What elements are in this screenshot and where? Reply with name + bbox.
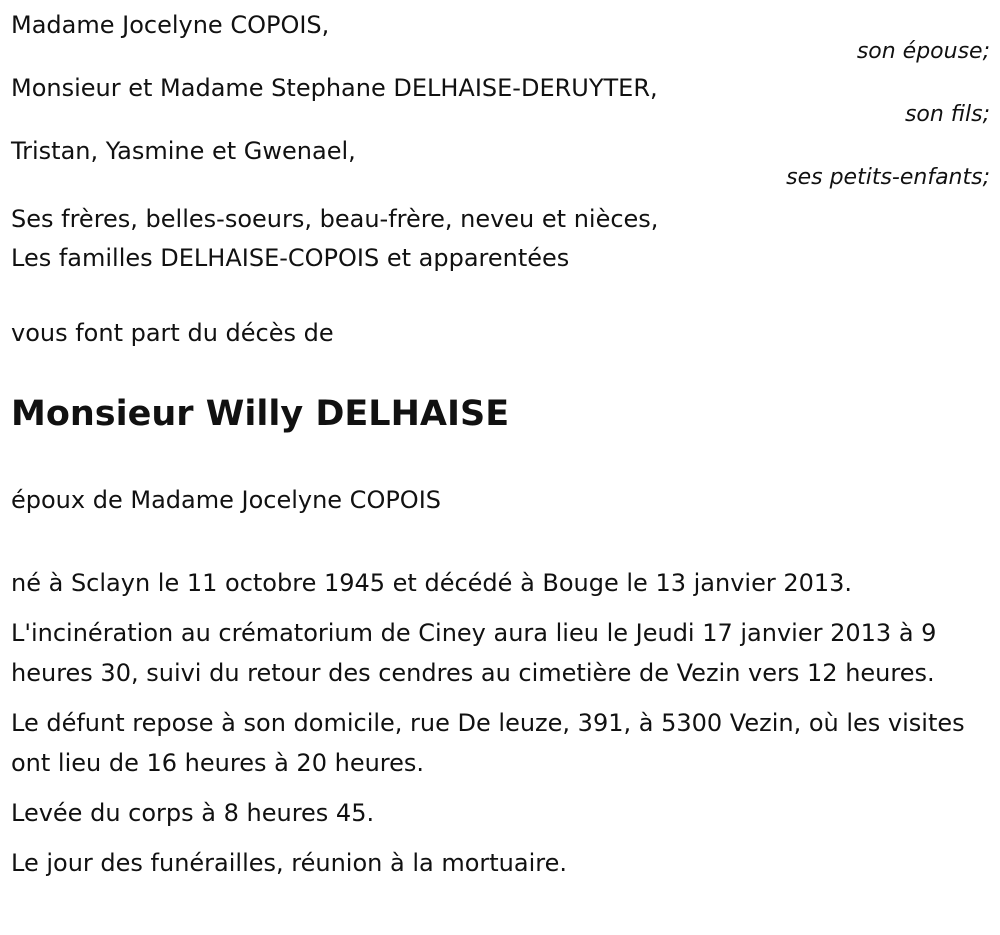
deceased-name: Monsieur Willy DELHAISE	[11, 394, 510, 434]
family-member-name: Madame Jocelyne COPOIS,	[11, 11, 330, 39]
cremation-info: L'incinération au crématorium de Ciney aura lieu le Jeudi 17 janvier 2013 à 9 heures 30, suivi du retour des cendres au cimetière de Vezin vers 12 heures.	[11, 619, 937, 687]
family-member-name: Monsieur et Madame Stephane DELHAISE-DERUYTER,	[11, 74, 658, 102]
family-member-name: Tristan, Yasmine et Gwenael,	[11, 137, 356, 165]
birth-death-dates: né à Sclayn le 11 octobre 1945 et décédé à Bouge le 13 janvier 2013.	[11, 569, 853, 597]
visitation-info: Le défunt repose à son domicile, rue De leuze, 391, à 5300 Vezin, où les visites ont lieu de 16 heures à 20 heures.	[11, 709, 965, 777]
body-removal-info: Levée du corps à 8 heures 45.	[11, 799, 375, 827]
family-member-relation: son fils;	[904, 102, 990, 127]
family-member-relation: son épouse;	[856, 39, 990, 64]
other-relatives-line: Ses frères, belles-soeurs, beau-frère, neveu et nièces,	[11, 205, 659, 233]
family-member-son	[11, 74, 990, 128]
family-member-relation: ses petits-enfants;	[786, 165, 990, 190]
family-member-spouse	[11, 11, 990, 65]
other-relatives-line: Les familles DELHAISE-COPOIS et apparentées	[11, 244, 570, 272]
spouse-line: époux de Madame Jocelyne COPOIS	[11, 486, 442, 514]
announcement-intro: vous font part du décès de	[11, 319, 334, 347]
family-member-grandchildren	[11, 137, 990, 191]
meeting-info: Le jour des funérailles, réunion à la mortuaire.	[11, 849, 567, 877]
funeral-details	[11, 563, 986, 893]
other-relatives	[11, 200, 990, 278]
